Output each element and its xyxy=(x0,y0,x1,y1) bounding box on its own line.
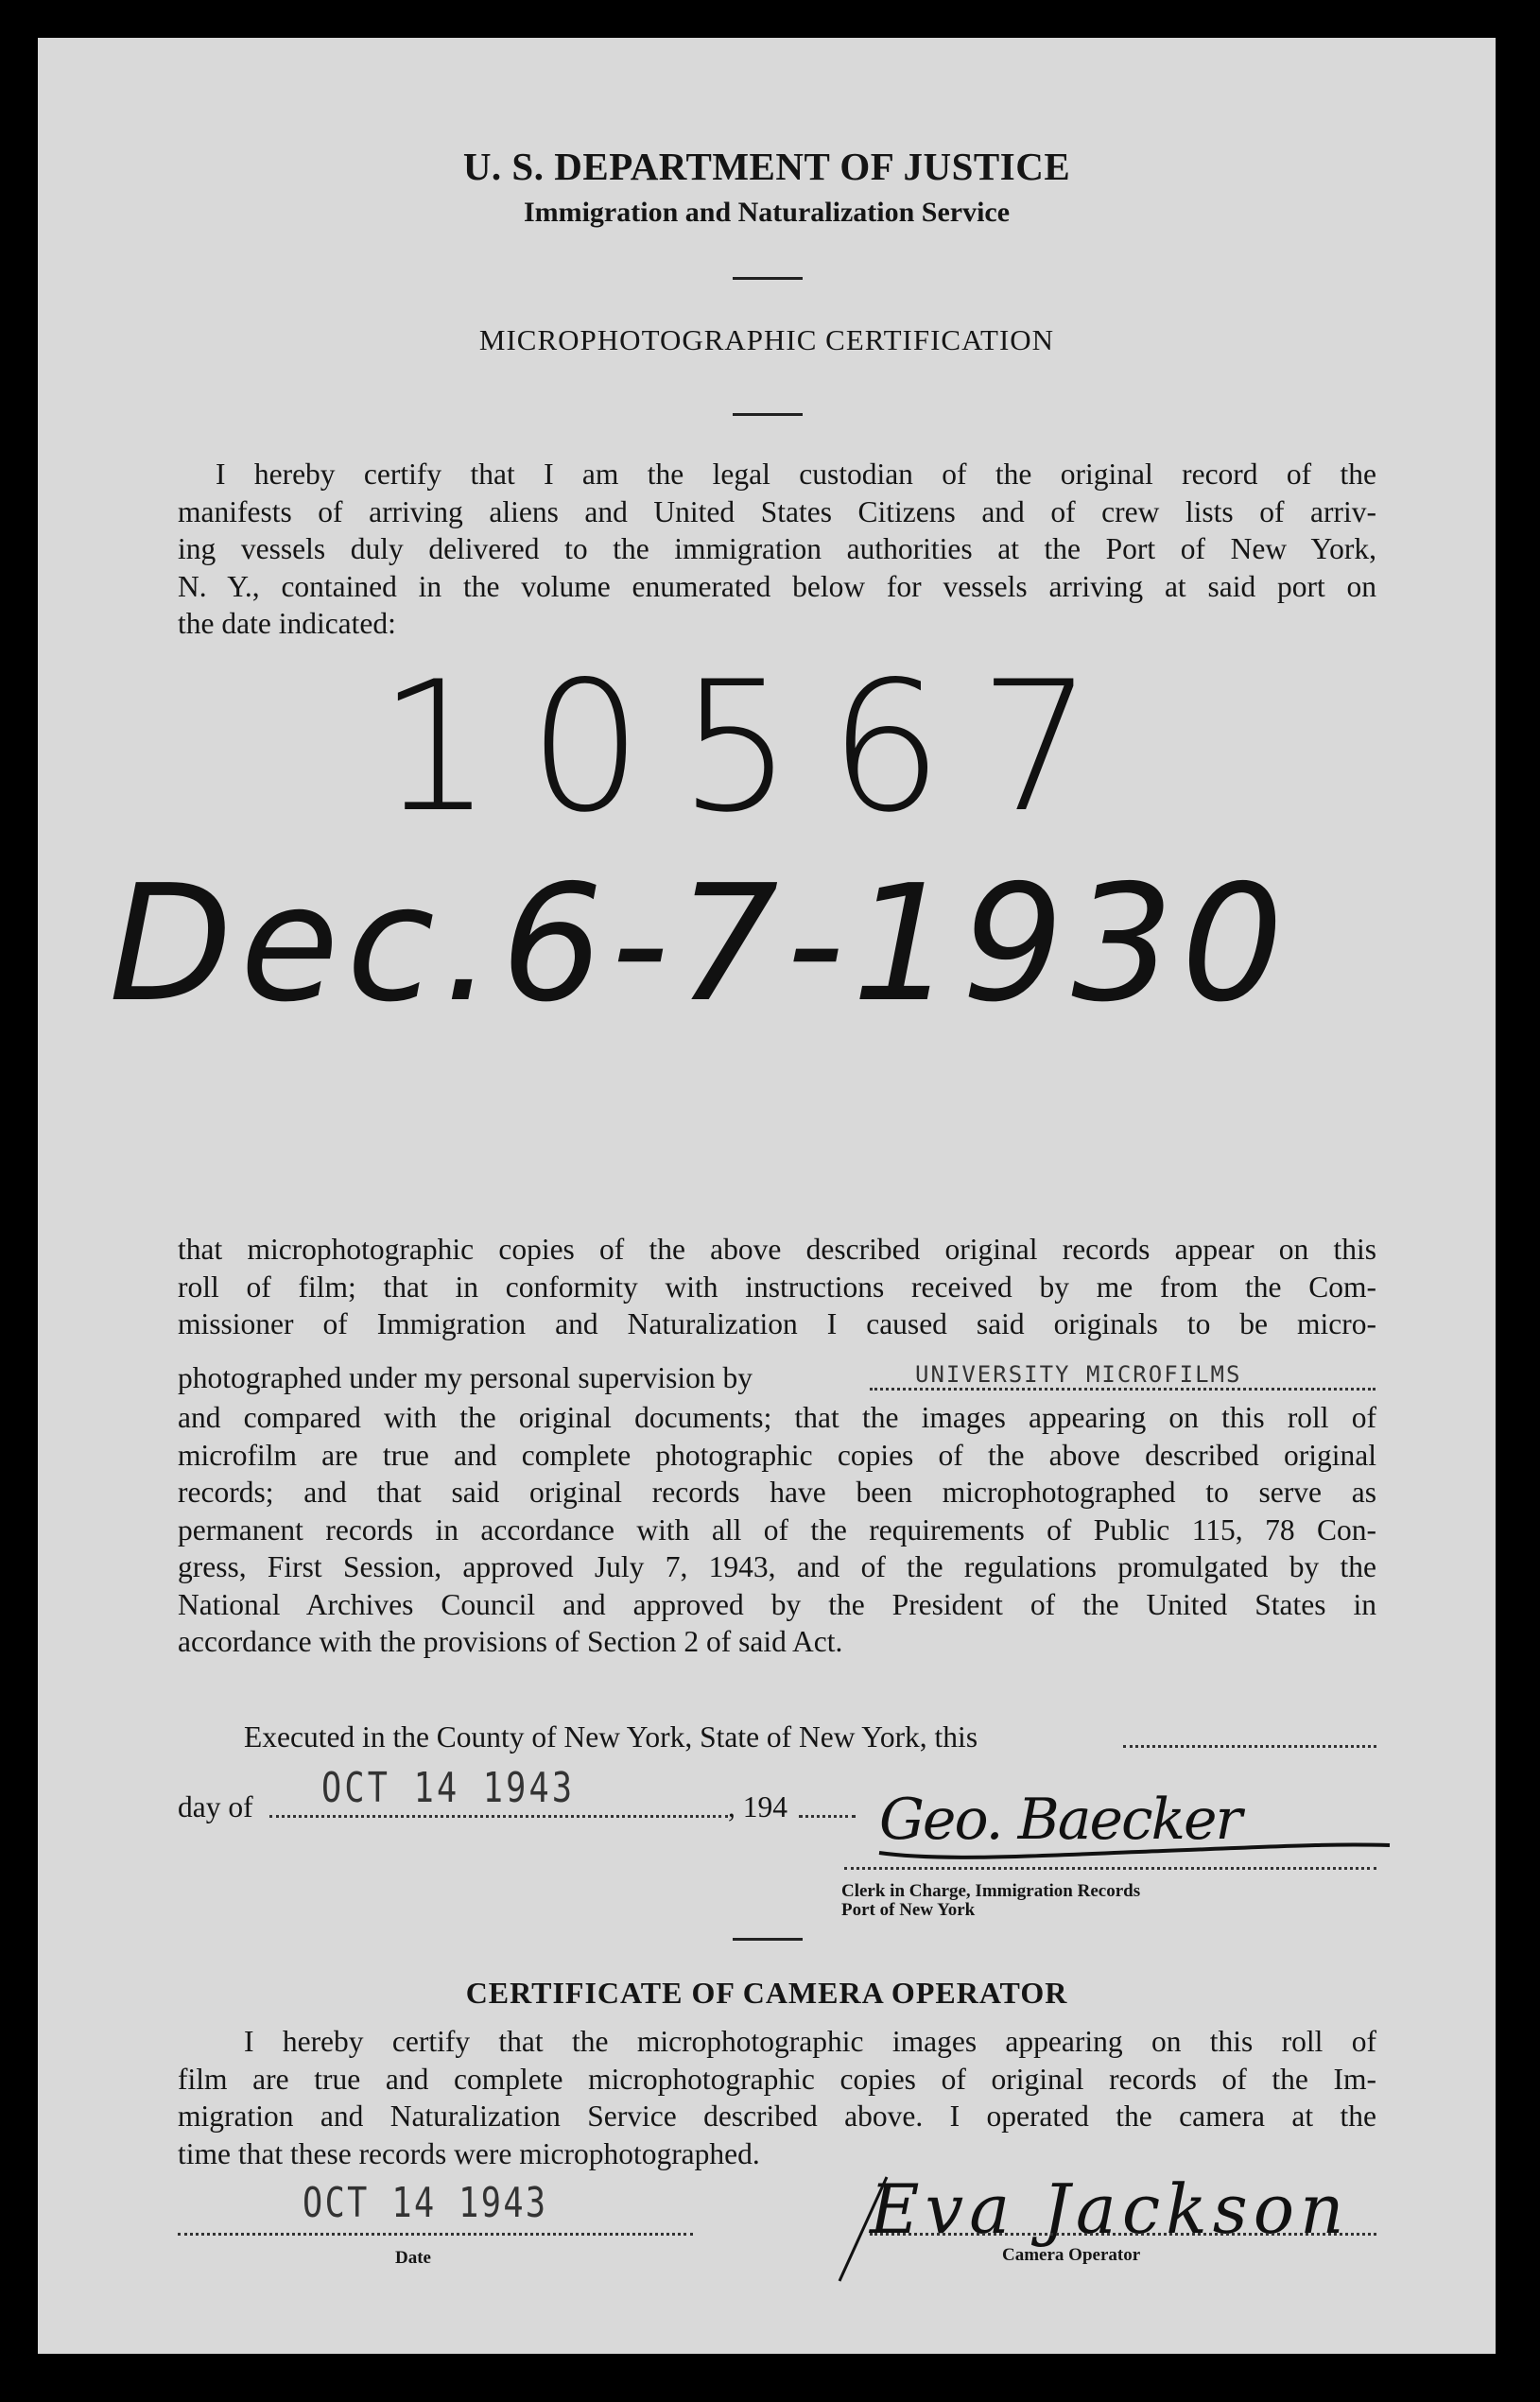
intro-paragraph xyxy=(178,456,1376,643)
operator-signature: Eva Jackson xyxy=(870,2169,1350,2249)
body-line: roll of film; that in conformity with instructions received by me from the Com- xyxy=(178,1270,1376,1304)
year-prefix: , 194 xyxy=(728,1790,787,1823)
camera-paragraph xyxy=(178,2023,1376,2172)
body-line: gress, First Session, approved July 7, 1943, and of the regulations promulgated by the xyxy=(178,1550,1376,1583)
executed-dotted-line xyxy=(1123,1745,1376,1748)
intro-line: N. Y., contained in the volume enumerated below for vessels arriving at said port on xyxy=(178,569,1376,603)
body-line: microfilm are true and complete photographic copies of the above described original xyxy=(178,1438,1376,1472)
operator-label: Camera Operator xyxy=(1002,2245,1141,2265)
intro-line: ing vessels duly delivered to the immigration authorities at the Port of New York, xyxy=(178,532,1376,565)
supervision-prefix: photographed under my personal supervision by xyxy=(178,1361,753,1394)
handwritten-dates: Dec.6-7-1930 xyxy=(109,851,1291,1038)
divider xyxy=(733,413,803,416)
camera-line: migration and Naturalization Service described above. I operated the camera at the xyxy=(178,2100,1376,2133)
operator-signature-stroke xyxy=(830,2172,915,2290)
body-line: that microphotographic copies of the above described original records appear on this xyxy=(178,1233,1376,1266)
year-dotted-line xyxy=(799,1815,856,1818)
day-of-label: day of xyxy=(178,1790,253,1823)
body-line: missioner of Immigration and Naturalization I caused said originals to be micro- xyxy=(178,1307,1376,1340)
body-line: and compared with the original documents; that the images appearing on this roll of xyxy=(178,1401,1376,1434)
certificate-page xyxy=(38,38,1496,2354)
divider xyxy=(733,1938,803,1941)
date-label: Date xyxy=(395,2248,431,2268)
certification-title: MICROPHOTOGRAPHIC CERTIFICATION xyxy=(478,323,1055,356)
body-line: National Archives Council and approved by the President of the United States in xyxy=(178,1587,1376,1621)
supervision-dotted-line xyxy=(870,1388,1376,1391)
camera-line: I hereby certify that the microphotographic images appearing on this roll of xyxy=(244,2025,1376,2058)
intro-line: manifests of arriving aliens and United States Citizens and of crew lists of arriv- xyxy=(178,494,1376,528)
operator-dotted-line xyxy=(870,2233,1376,2236)
day-of-dotted-line xyxy=(269,1815,728,1818)
service-heading: Immigration and Naturalization Service xyxy=(523,197,1011,228)
body-paragraph xyxy=(178,1231,1376,1343)
camera-date-dotted-line xyxy=(178,2233,693,2236)
clerk-signature-stroke xyxy=(870,1796,1399,1876)
executed-text: Executed in the County of New York, State of New York, this xyxy=(244,1720,978,1754)
day-of-stamp: OCT 14 1943 xyxy=(321,1764,576,1812)
executed-line xyxy=(244,1719,1170,1756)
clerk-dotted-line xyxy=(844,1867,1376,1870)
clerk-title: Clerk in Charge, Immigration Records xyxy=(841,1881,1141,1901)
divider xyxy=(733,277,803,280)
camera-line: film are true and complete microphotographic copies of original records of the Im- xyxy=(178,2062,1376,2096)
camera-line: time that these records were microphotographed. xyxy=(178,2136,760,2170)
body-line: accordance with the provisions of Section 2 of said Act. xyxy=(178,1625,843,1658)
handwritten-volume-number: 10567 xyxy=(378,643,1130,852)
body-line: permanent records in accordance with all of the requirements of Public 115, 78 Con- xyxy=(178,1512,1376,1547)
supervision-stamp: UNIVERSITY MICROFILMS xyxy=(915,1361,1242,1388)
agency-heading: U. S. DEPARTMENT OF JUSTICE xyxy=(462,145,1071,188)
camera-certificate-title: CERTIFICATE OF CAMERA OPERATOR xyxy=(465,1976,1068,2010)
clerk-port: Port of New York xyxy=(841,1900,976,1920)
body-paragraph-continued xyxy=(178,1399,1376,1661)
clerk-signature: Geo. Baecker xyxy=(879,1787,1241,1853)
camera-date-stamp: OCT 14 1943 xyxy=(303,2179,548,2227)
intro-line: the date indicated: xyxy=(178,607,396,640)
body-line: records; and that said original records have been microphotographed to serve as xyxy=(178,1476,1376,1509)
intro-line: I hereby certify that I am the legal custodian of the original record of the xyxy=(216,458,1376,491)
